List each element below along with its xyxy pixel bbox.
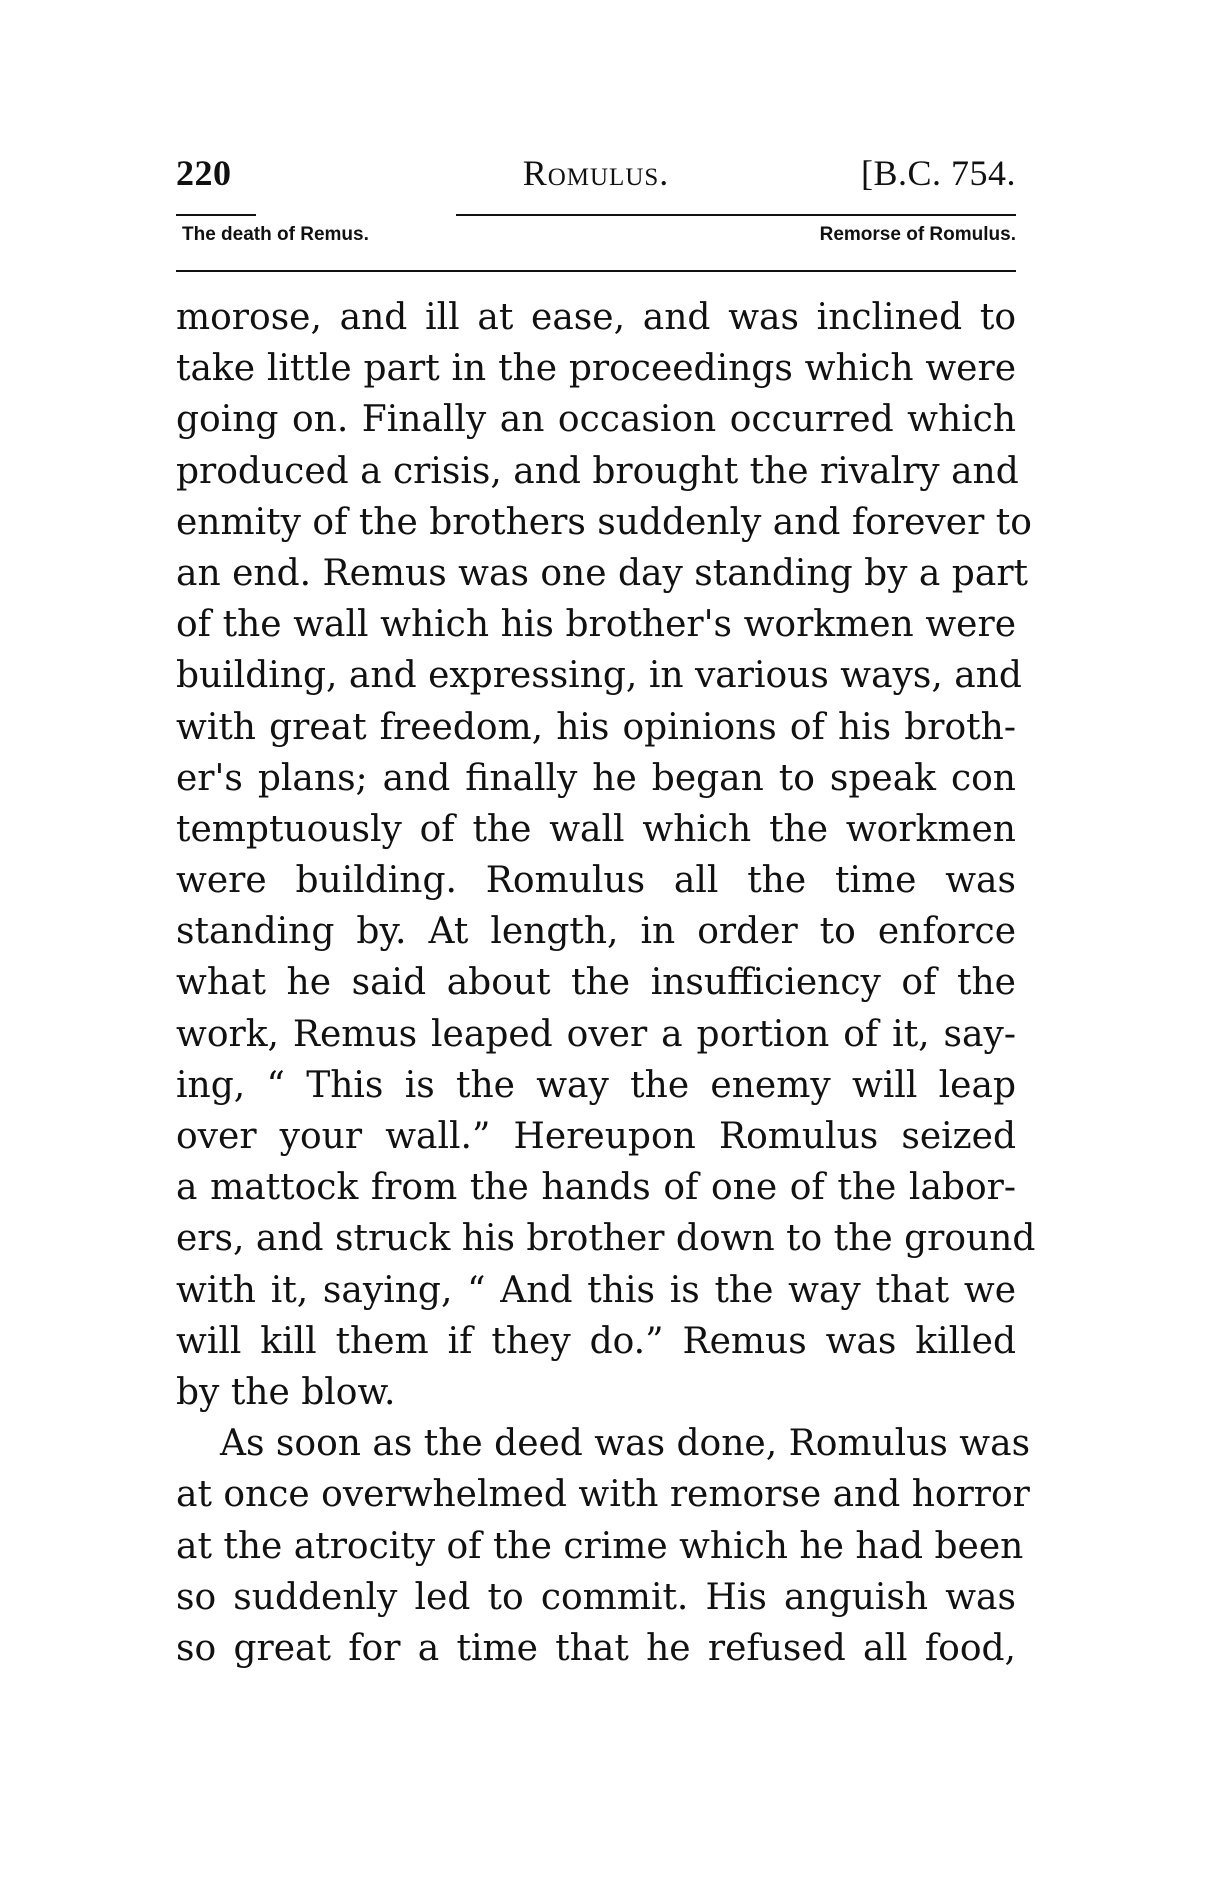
text-line: take little part in the proceedings which were bbox=[176, 348, 1016, 390]
running-title: Romulus. bbox=[522, 153, 670, 193]
header-rule-long bbox=[456, 214, 1016, 216]
text-line: an end. Remus was one day standing by a part bbox=[176, 552, 1028, 594]
text-line: at once overwhelmed with remorse and horror bbox=[176, 1474, 1030, 1516]
side-note-left: The death of Remus. bbox=[182, 224, 369, 245]
header-rule-short bbox=[176, 214, 256, 216]
text-line: As soon as the deed was done, Romulus was bbox=[220, 1423, 1031, 1465]
text-line: will kill them if they do.” Remus was killed bbox=[176, 1320, 1016, 1362]
text-line: work, Remus leaped over a portion of it, say- bbox=[176, 1013, 1016, 1055]
text-line: with great freedom, his opinions of his broth- bbox=[176, 706, 1016, 748]
text-line: standing by. At length, in order to enforce bbox=[176, 911, 1016, 953]
date-reference: [B.C. 754. bbox=[860, 153, 1016, 193]
body-text bbox=[176, 292, 1036, 1674]
running-head bbox=[176, 152, 1016, 208]
text-line: of the wall which his brother's workmen were bbox=[176, 604, 1016, 646]
side-notes bbox=[176, 224, 1016, 254]
text-line: what he said about the insufficiency of the bbox=[176, 962, 1016, 1004]
text-line: were building. Romulus all the time was bbox=[176, 860, 1016, 902]
text-line: morose, and ill at ease, and was inclined to bbox=[176, 297, 1016, 338]
paragraph bbox=[176, 1418, 1031, 1674]
text-line: a mattock from the hands of one of the labor- bbox=[176, 1167, 1016, 1209]
text-line: produced a crisis, and brought the rivalry and bbox=[176, 450, 1019, 492]
text-line: er's plans; and finally he began to speak con bbox=[176, 757, 1016, 799]
text-line: by the blow. bbox=[176, 1371, 396, 1413]
text-line: so suddenly led to commit. His anguish was bbox=[176, 1576, 1016, 1618]
text-line: at the atrocity of the crime which he had been bbox=[176, 1525, 1024, 1567]
text-line: enmity of the brothers suddenly and forever to bbox=[176, 501, 1032, 543]
text-line: over your wall.” Hereupon Romulus seized bbox=[176, 1116, 1016, 1157]
paragraph bbox=[176, 292, 1036, 1418]
text-line: ers, and struck his brother down to the ground bbox=[176, 1218, 1036, 1260]
text-line: going on. Finally an occasion occurred which bbox=[176, 399, 1016, 441]
text-line: so great for a time that he refused all food, bbox=[176, 1627, 1016, 1669]
text-line: with it, saying, “ And this is the way that we bbox=[176, 1269, 1016, 1311]
side-note-right: Remorse of Romulus. bbox=[819, 224, 1016, 245]
side-notes-rule bbox=[176, 270, 1016, 272]
page-number: 220 bbox=[176, 153, 232, 193]
text-line: building, and expressing, in various ways, and bbox=[176, 655, 1022, 697]
text-line: ing, “ This is the way the enemy will leap bbox=[176, 1064, 1016, 1106]
text-line: temptuously of the wall which the workmen bbox=[176, 808, 1016, 850]
